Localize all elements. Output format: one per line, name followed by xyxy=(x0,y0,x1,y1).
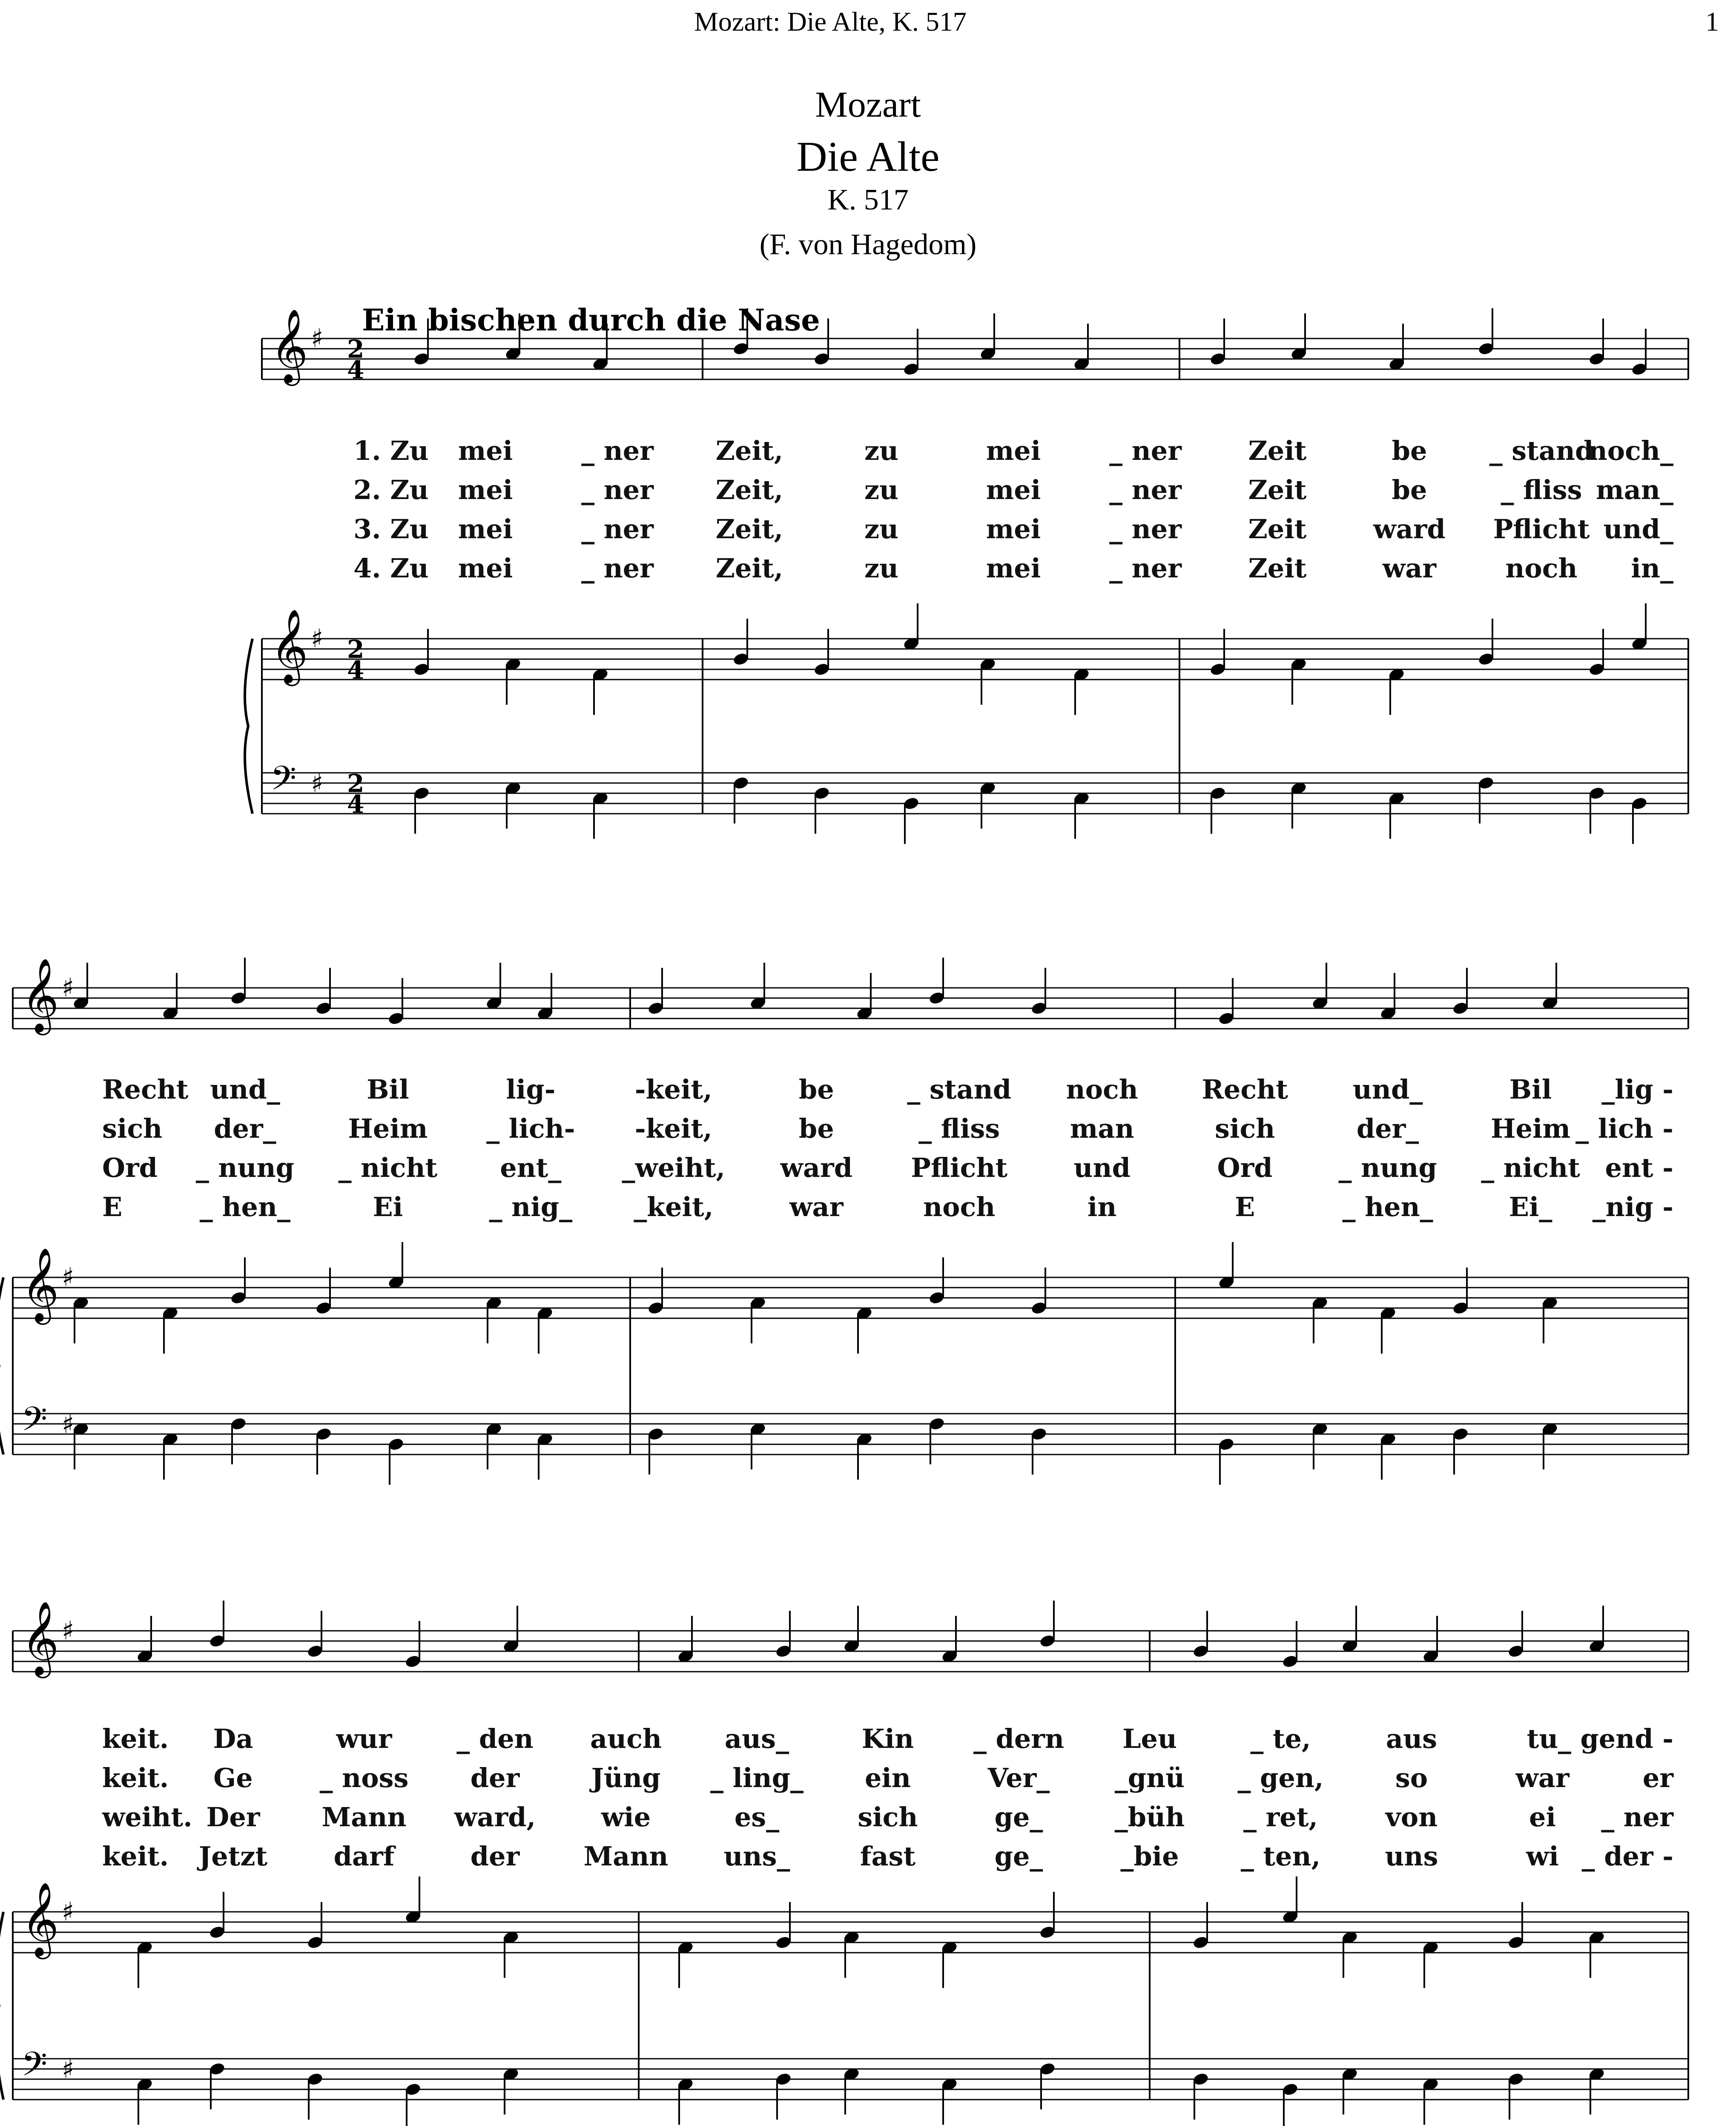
time-signature-top: 2 xyxy=(347,335,364,364)
lyric-syllable: Bil xyxy=(367,1074,409,1105)
lyric-syllable: mei xyxy=(986,435,1041,466)
lyric-syllable: _ noss xyxy=(319,1762,409,1793)
lyric-syllable: Pflicht xyxy=(911,1152,1008,1183)
lyric-syllable: es_ xyxy=(734,1802,780,1833)
lyric-syllable: lig- xyxy=(506,1074,556,1105)
lyric-syllable: _ stand xyxy=(1489,435,1594,466)
lyric-syllable: ein xyxy=(864,1762,911,1793)
lyric-syllable: keit. xyxy=(102,1762,169,1793)
time-signature-top: 2 xyxy=(347,769,364,798)
lyric-syllable: wie xyxy=(601,1802,651,1833)
lyric-syllable: und xyxy=(1073,1152,1131,1183)
lyric-syllable: darf xyxy=(333,1841,395,1872)
lyric-syllable: noch_ xyxy=(1588,435,1673,466)
lyric-syllable: in xyxy=(1087,1191,1117,1222)
lyric-syllable: _ dern xyxy=(973,1723,1065,1754)
lyric-syllable: _ lich - xyxy=(1575,1113,1673,1144)
piano-brace xyxy=(245,639,253,814)
lyric-syllable: zu xyxy=(864,514,899,545)
lyric-syllable: der_ xyxy=(1356,1113,1419,1144)
lyric-syllable: Jüng xyxy=(591,1762,661,1793)
lyric-syllable: und_ xyxy=(1603,514,1673,545)
bass-clef: 𝄢 xyxy=(270,759,297,806)
lyric-syllable: in_ xyxy=(1631,553,1673,584)
lyric-syllable: Ei xyxy=(373,1191,403,1222)
lyric-syllable: Zeit xyxy=(1248,514,1307,545)
lyric-syllable: _weiht, xyxy=(622,1152,726,1183)
lyric-syllable: Zeit, xyxy=(715,474,783,505)
lyric-syllable: ent_ xyxy=(500,1152,562,1183)
lyric-syllable: 3. Zu xyxy=(353,514,429,545)
composer-name: Mozart xyxy=(815,84,921,125)
lyric-syllable: ward xyxy=(1373,514,1446,545)
lyric-syllable: auch xyxy=(590,1723,662,1754)
time-signature-top: 2 xyxy=(347,635,364,664)
lyric-syllable: be xyxy=(1392,474,1427,505)
lyric-syllable: zu xyxy=(864,474,899,505)
lyric-syllable: keit. xyxy=(102,1841,169,1872)
lyric-syllable: der xyxy=(470,1841,520,1872)
lyric-syllable: fast xyxy=(860,1841,916,1872)
lyrics-layer xyxy=(102,435,1674,1872)
lyric-syllable: _ ner xyxy=(581,553,654,584)
catalog-number: K. 517 xyxy=(827,184,909,216)
lyric-syllable: Ei_ xyxy=(1509,1191,1552,1222)
lyric-syllable: _ nicht xyxy=(338,1152,438,1183)
lyric-syllable: Bil xyxy=(1509,1074,1552,1105)
lyric-syllable: _ ner xyxy=(581,474,654,505)
lyric-syllable: Zeit xyxy=(1248,474,1307,505)
lyric-syllable: -keit, xyxy=(634,1074,712,1105)
lyric-syllable: _ ner xyxy=(1109,553,1182,584)
piece-title: Die Alte xyxy=(796,133,940,180)
lyric-syllable: weiht. xyxy=(102,1802,192,1833)
treble-clef: 𝄞 xyxy=(21,1882,59,1956)
lyric-syllable: Jetzt xyxy=(198,1841,268,1872)
lyric-syllable: _ den xyxy=(456,1723,534,1754)
lyric-syllable: _ hen_ xyxy=(199,1191,291,1222)
lyric-syllable: mei xyxy=(458,474,513,505)
lyric-syllable: _ ner xyxy=(1109,474,1182,505)
lyric-syllable: Zeit, xyxy=(715,435,783,466)
piano-brace xyxy=(0,1277,3,1455)
key-signature-sharp: ♯ xyxy=(62,1897,75,1927)
lyric-syllable: zu xyxy=(864,435,899,466)
lyric-syllable: Ord xyxy=(102,1152,158,1183)
lyric-syllable: sich xyxy=(1214,1113,1275,1144)
lyric-syllable: _gnü xyxy=(1114,1762,1185,1793)
lyric-syllable: noch xyxy=(1505,553,1578,584)
lyric-syllable: E xyxy=(102,1191,123,1222)
lyric-syllable: von xyxy=(1385,1802,1438,1833)
lyric-syllable: Leu xyxy=(1122,1723,1177,1754)
lyric-syllable: zu xyxy=(864,553,899,584)
lyric-syllable: Zeit xyxy=(1248,553,1307,584)
page-number: 1 xyxy=(1705,6,1719,37)
lyric-syllable: war xyxy=(789,1191,844,1222)
lyric-syllable: sich xyxy=(102,1113,163,1144)
lyric-syllable: mei xyxy=(458,553,513,584)
lyric-syllable: wi xyxy=(1526,1841,1559,1872)
key-signature-sharp: ♯ xyxy=(62,1409,75,1439)
lyric-syllable: Zeit xyxy=(1248,435,1307,466)
tempo-marking: Ein bischen durch die Nase xyxy=(362,302,820,338)
key-signature-sharp: ♯ xyxy=(62,973,75,1003)
lyric-syllable: _keit, xyxy=(634,1191,714,1222)
lyric-syllable: _ ner xyxy=(581,514,654,545)
lyric-syllable: mei xyxy=(986,474,1041,505)
key-signature-sharp: ♯ xyxy=(311,769,324,798)
bass-clef: 𝄢 xyxy=(21,1400,48,1447)
lyric-syllable: so xyxy=(1395,1762,1428,1793)
lyric-syllable: _ fliss xyxy=(1501,474,1582,505)
lyric-syllable: Ge xyxy=(213,1762,253,1793)
lyric-syllable: _ ner xyxy=(1601,1802,1673,1833)
lyric-syllable: ward xyxy=(780,1152,853,1183)
lyric-syllable: ei xyxy=(1529,1802,1556,1833)
lyric-syllable: Da xyxy=(213,1723,253,1754)
lyric-syllable: und_ xyxy=(210,1074,280,1105)
lyric-syllable: _ nung xyxy=(1338,1152,1437,1183)
treble-clef: 𝄞 xyxy=(21,1248,59,1322)
lyric-syllable: _ stand xyxy=(907,1074,1012,1105)
bass-clef: 𝄢 xyxy=(21,2045,48,2092)
time-signature-bottom: 4 xyxy=(347,356,364,384)
lyric-syllable: Der xyxy=(206,1802,260,1833)
lyric-syllable: Ver_ xyxy=(987,1762,1050,1793)
lyric-syllable: _ ner xyxy=(1109,514,1182,545)
lyric-syllable: noch xyxy=(1066,1074,1138,1105)
lyric-syllable: _ ling_ xyxy=(710,1762,804,1793)
lyric-syllable: war xyxy=(1515,1762,1570,1793)
running-header-title: Mozart: Die Alte, K. 517 xyxy=(694,6,967,37)
lyric-syllable: ge_ xyxy=(994,1802,1043,1833)
lyric-syllable: _ ret, xyxy=(1243,1802,1318,1833)
key-signature-sharp: ♯ xyxy=(62,1616,75,1646)
key-signature-sharp: ♯ xyxy=(311,324,324,353)
lyric-syllable: tu xyxy=(1527,1723,1558,1754)
lyric-syllable: _ ner xyxy=(581,435,654,466)
lyric-syllable: mei xyxy=(458,435,513,466)
piano-brace xyxy=(0,1912,3,2100)
lyric-syllable: er xyxy=(1642,1762,1673,1793)
lyric-syllable: -keit, xyxy=(634,1113,712,1144)
key-signature-sharp: ♯ xyxy=(62,2054,75,2084)
lyric-syllable: be xyxy=(798,1113,834,1144)
lyric-syllable: _ der - xyxy=(1581,1841,1673,1872)
lyric-syllable: uns_ xyxy=(723,1841,790,1872)
lyric-syllable: 2. Zu xyxy=(353,474,429,505)
time-signature-bottom: 4 xyxy=(347,790,364,819)
lyric-syllable: Heim xyxy=(348,1113,428,1144)
lyric-syllable: be xyxy=(1392,435,1427,466)
lyric-syllable: _ gen, xyxy=(1237,1762,1324,1793)
lyric-syllable: Recht xyxy=(102,1074,189,1105)
lyric-syllable: _ nig_ xyxy=(489,1191,573,1222)
key-signature-sharp: ♯ xyxy=(62,1262,75,1292)
treble-clef: 𝄞 xyxy=(270,609,308,683)
treble-clef: 𝄞 xyxy=(270,309,308,383)
lyric-syllable: _ fliss xyxy=(918,1113,1000,1144)
lyric-syllable: be xyxy=(798,1074,834,1105)
key-signature-sharp: ♯ xyxy=(311,624,324,654)
lyric-syllable: noch xyxy=(923,1191,996,1222)
lyric-syllable: _ gend - xyxy=(1558,1723,1673,1754)
lyric-syllable: der xyxy=(470,1762,520,1793)
lyric-syllable: und_ xyxy=(1352,1074,1423,1105)
lyric-syllable: _bie xyxy=(1120,1841,1179,1872)
lyric-syllable: aus_ xyxy=(724,1723,789,1754)
lyric-syllable: ward, xyxy=(454,1802,536,1833)
lyric-syllable: _ nicht xyxy=(1481,1152,1580,1183)
lyric-syllable: Mann xyxy=(583,1841,669,1872)
lyric-syllable: Zeit, xyxy=(715,514,783,545)
lyric-syllable: Pflicht xyxy=(1493,514,1590,545)
lyric-syllable: ent - xyxy=(1605,1152,1673,1183)
lyric-syllable: war xyxy=(1382,553,1437,584)
lyric-syllable: _ lich- xyxy=(486,1113,575,1144)
lyric-syllable: _ te, xyxy=(1250,1723,1311,1754)
lyric-syllable: Mann xyxy=(321,1802,407,1833)
lyric-syllable: uns xyxy=(1385,1841,1438,1872)
lyric-syllable: mei xyxy=(986,553,1041,584)
lyric-syllable: Heim xyxy=(1490,1113,1571,1144)
lyric-syllable: man xyxy=(1070,1113,1134,1144)
lyric-syllable: keit. xyxy=(102,1723,169,1754)
lyric-syllable: aus xyxy=(1386,1723,1438,1754)
lyricist-credit: (F. von Hagedom) xyxy=(759,228,977,261)
lyric-syllable: _ ner xyxy=(1109,435,1182,466)
lyric-syllable: _ ten, xyxy=(1240,1841,1321,1872)
lyric-syllable: Kin xyxy=(861,1723,914,1754)
lyric-syllable: E xyxy=(1235,1191,1255,1222)
lyric-syllable: _nig - xyxy=(1592,1191,1673,1222)
lyric-syllable: _büh xyxy=(1114,1802,1185,1833)
treble-clef: 𝄞 xyxy=(21,1601,59,1675)
lyric-syllable: Recht xyxy=(1202,1074,1288,1105)
lyric-syllable: 4. Zu xyxy=(353,553,429,584)
time-signature-bottom: 4 xyxy=(347,656,364,685)
lyric-syllable: mei xyxy=(986,514,1041,545)
lyric-syllable: mei xyxy=(458,514,513,545)
lyric-syllable: 1. Zu xyxy=(353,435,429,466)
lyric-syllable: Zeit, xyxy=(715,553,783,584)
lyric-syllable: wur xyxy=(336,1723,392,1754)
treble-clef: 𝄞 xyxy=(21,958,59,1032)
lyric-syllable: _lig - xyxy=(1601,1074,1673,1105)
lyric-syllable: _ hen_ xyxy=(1342,1191,1433,1222)
lyric-syllable: Ord xyxy=(1217,1152,1273,1183)
lyric-syllable: man_ xyxy=(1596,474,1673,505)
lyric-syllable: der_ xyxy=(214,1113,276,1144)
lyric-syllable: _ nung xyxy=(195,1152,295,1183)
lyric-syllable: ge_ xyxy=(994,1841,1043,1872)
lyric-syllable: sich xyxy=(858,1802,918,1833)
